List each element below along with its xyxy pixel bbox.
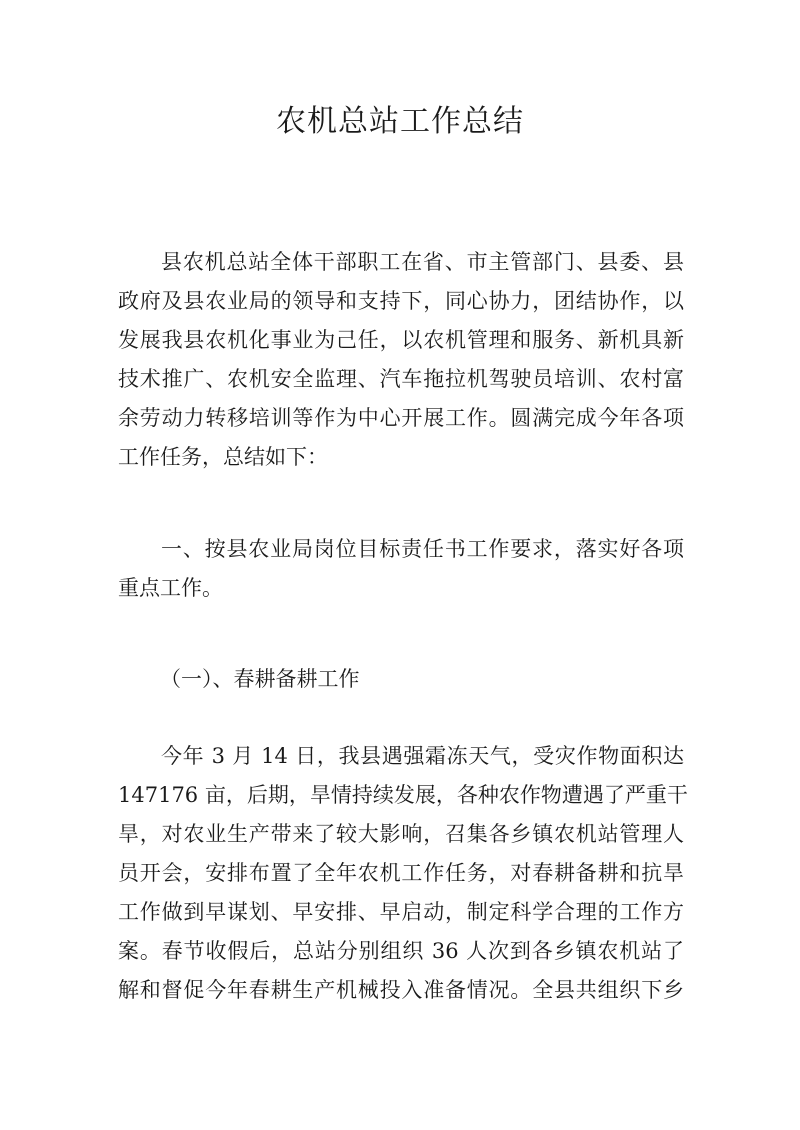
subsection-1-heading: （一）、春耕备耕工作 — [160, 667, 360, 691]
body-line: 工作做到早谋划、早安排、早启动，制定科学合理的工作方 — [118, 900, 684, 924]
body-line: 案。春节收假后，总站分别组织 36 人次到各乡镇农机站了 — [118, 939, 684, 963]
body-line: 旱，对农业生产带来了较大影响，召集各乡镇农机站管理人 — [118, 822, 684, 846]
section-1-line: 重点工作。 — [118, 576, 223, 600]
body-line: 今年 3 月 14 日，我县遇强霜冻天气，受灾作物面积达 — [161, 744, 684, 768]
intro-line: 县农机总站全体干部职工在省、市主管部门、县委、县 — [161, 250, 684, 274]
section-1-heading — [118, 530, 684, 608]
intro-line: 技术推广、农机安全监理、汽车拖拉机驾驶员培训、农村富 — [118, 367, 684, 391]
intro-paragraph — [118, 243, 684, 477]
intro-line: 余劳动力转移培训等作为中心开展工作。圆满完成今年各项 — [118, 406, 684, 430]
body-line: 解和督促今年春耕生产机械投入准备情况。全县共组织下乡 — [118, 978, 684, 1002]
body-line: 147176 亩，后期，旱情持续发展，各种农作物遭遇了严重干 — [118, 783, 688, 807]
document-title: 农机总站工作总结 — [276, 104, 524, 139]
body-line: 员开会，安排布置了全年农机工作任务，对春耕备耕和抗旱 — [118, 861, 684, 885]
section-1-line: 一、按县农业局岗位目标责任书工作要求，落实好各项 — [161, 537, 684, 561]
intro-line: 工作任务，总结如下： — [118, 445, 328, 469]
intro-line: 政府及县农业局的领导和支持下，同心协力，团结协作，以 — [118, 289, 684, 313]
intro-line: 发展我县农机化事业为己任，以农机管理和服务、新机具新 — [118, 328, 684, 352]
body-paragraph — [118, 737, 688, 1010]
